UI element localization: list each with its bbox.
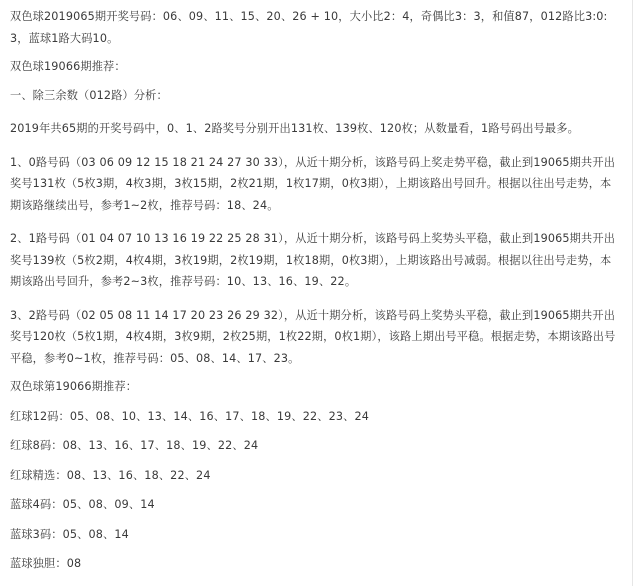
red-selection: 红球精选：08、13、16、18、22、24 — [10, 468, 211, 482]
article-title: 双色球19066期推荐： — [10, 60, 126, 73]
red-8-codes: 红球8码：08、13、16、17、18、19、22、24 — [10, 439, 259, 452]
recommendation-title: 双色球第19066期推荐： — [10, 380, 138, 393]
section-heading: 一、除三余数（012路）分析： — [10, 88, 168, 102]
blue-single: 蓝球独胆：08 — [10, 557, 82, 570]
draw-summary: 双色球2019065期开奖号码：06、09、11、15、20、26 + 10，大小比2：4，奇偶比3：3，和值87，012路比3:0:3，蓝球1路大码10。 — [10, 10, 608, 45]
blue-4-codes: 蓝球4码：05、08、09、14 — [10, 498, 155, 511]
route-0-analysis: 1、0路号码（03 06 09 12 15 18 21 24 27 30 33），从近十期分析，该路号码上奖走势平稳，截止到19065期共开出奖号131枚（5枚3期，4枚3期，3枚15期，2枚21期，1枚17期，0枚3期），上期该路出号回升。根据以往出号走势，本期该路继续出号，参考1~2枚，推荐号码：18、24。 — [10, 155, 616, 212]
intro-paragraph: 2019年共65期的开奖号码中，0、1、2路奖号分别开出131枚、139枚、120枚；从数量看，1路号码出号最多。 — [10, 122, 579, 135]
route-2-analysis: 3、2路号码（02 05 08 11 14 17 20 23 26 29 32），从近十期分析，该路号码上奖势头平稳，截止到19065期共开出奖号120枚（5枚1期，4枚4期，3枚9期，2枚25期，1枚22期，0枚1期），该路上期出号平稳。根据走势，本期该路出号平稳，参考0~1枚，推荐号码：05、08、14、17、23。 — [10, 308, 616, 365]
red-12-codes: 红球12码：05、08、10、13、14、16、17、18、19、22、23、24 — [10, 409, 370, 423]
blue-3-codes: 蓝球3码：05、08、14 — [10, 527, 129, 541]
route-1-analysis: 2、1路号码（01 04 07 10 13 16 19 22 25 28 31），从近十期分析，该路号码上奖势头平稳，截止到19065期共开出奖号139枚（5枚2期，4枚4期，3枚19期，2枚19期，1枚18期，0枚3期），上期该路出号减弱。根据以往出号走势，本期该路出号回升，参考2~3枚，推荐号码：10、13、16、19、22。 — [10, 232, 616, 288]
